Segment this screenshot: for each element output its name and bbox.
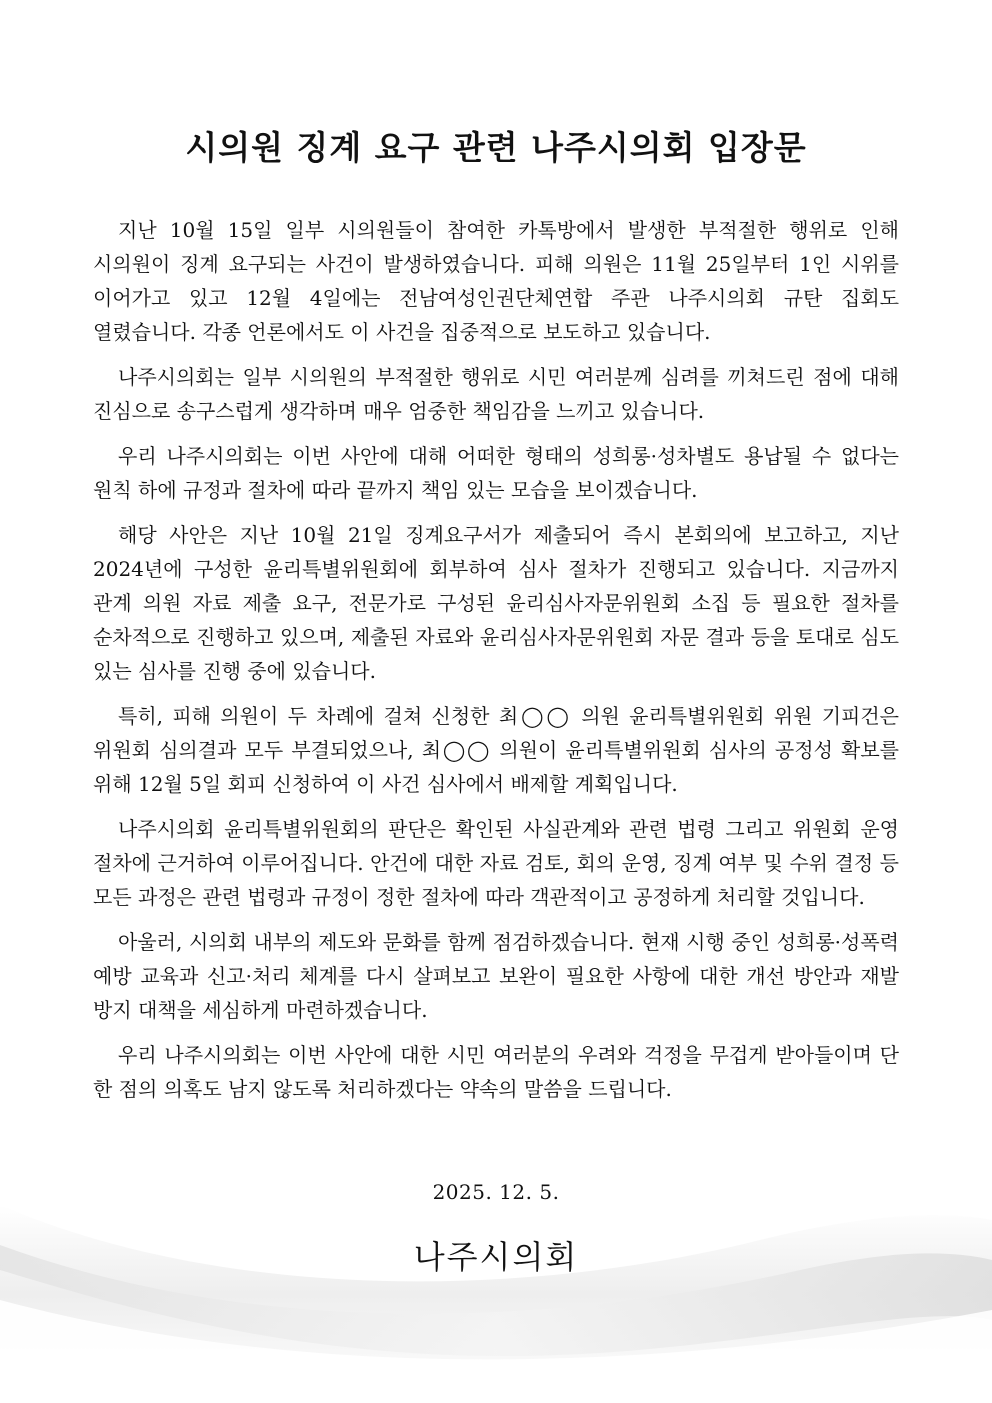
paragraph: 나주시의회 윤리특별위원회의 판단은 확인된 사실관계와 관련 법령 그리고 위원회 운영 절차에 근거하여 이루어집니다. 안건에 대한 자료 검토, 회의 운영, 징계 여부 및 수위 결정 등 모든 과정은 관련 법령과 규정이 정한 절차에 따라 객관적이고 공정하게 처리할 것입니다. (93, 817, 899, 909)
signer-name: 나주시의회 (413, 1238, 579, 1276)
paragraph: 아울러, 시의회 내부의 제도와 문화를 함께 점검하겠습니다. 현재 시행 중인 성희롱·성폭력 예방 교육과 신고·처리 체계를 다시 살펴보고 보완이 필요한 사항에 대한 개선 방안과 재발 방지 대책을 세심하게 마련하겠습니다. (93, 930, 899, 1022)
statement-body (93, 213, 899, 1117)
paragraph: 지난 10월 15일 일부 시의원들이 참여한 카톡방에서 발생한 부적절한 행위로 인해 시의원이 징계 요구되는 사건이 발생하였습니다. 피해 의원은 11월 25일부터 1인 시위를 이어가고 있고 12월 4일에는 전남여성인권단체연합 주관 나주시의회 규탄 집회도 열렸습니다. 각종 언론에서도 이 사건을 집중적으로 보도하고 있습니다. (93, 218, 899, 344)
paragraph: 특히, 피해 의원이 두 차례에 걸쳐 신청한 최◯◯ 의원 윤리특별위원회 위원 기피건은 위원회 심의결과 모두 부결되었으나, 최◯◯ 의원이 윤리특별위원회 심사의 공정성 확보를 위해 12월 5일 회피 신청하여 이 사건 심사에서 배제할 계획입니다. (93, 704, 899, 796)
page-title: 시의원 징계 요구 관련 나주시의회 입장문 (185, 128, 807, 167)
paragraph: 해당 사안은 지난 10월 21일 징계요구서가 제출되어 즉시 본회의에 보고하고, 지난 2024년에 구성한 윤리특별위원회에 회부하여 심사 절차가 진행되고 있습니다. 지금까지 관계 의원 자료 제출 요구, 전문가로 구성된 윤리심사자문위원회 소집 등 필요한 절차를 순차적으로 진행하고 있으며, 제출된 자료와 윤리심사자문위원회 자문 결과 등을 토대로 심도 있는 심사를 진행 중에 있습니다. (93, 523, 899, 683)
paragraph: 우리 나주시의회는 이번 사안에 대한 시민 여러분의 우려와 걱정을 무겁게 받아들이며 단 한 점의 의혹도 남지 않도록 처리하겠다는 약속의 말씀을 드립니다. (93, 1043, 899, 1101)
statement-date: 2025. 12. 5. (432, 1180, 560, 1204)
paragraph: 나주시의회는 일부 시의원의 부적절한 행위로 시민 여러분께 심려를 끼쳐드린 점에 대해 진심으로 송구스럽게 생각하며 매우 엄중한 책임감을 느끼고 있습니다. (93, 365, 899, 423)
paragraph: 우리 나주시의회는 이번 사안에 대해 어떠한 형태의 성희롱·성차별도 용납될 수 없다는 원칙 하에 규정과 절차에 따라 끝까지 책임 있는 모습을 보이겠습니다. (93, 444, 899, 502)
